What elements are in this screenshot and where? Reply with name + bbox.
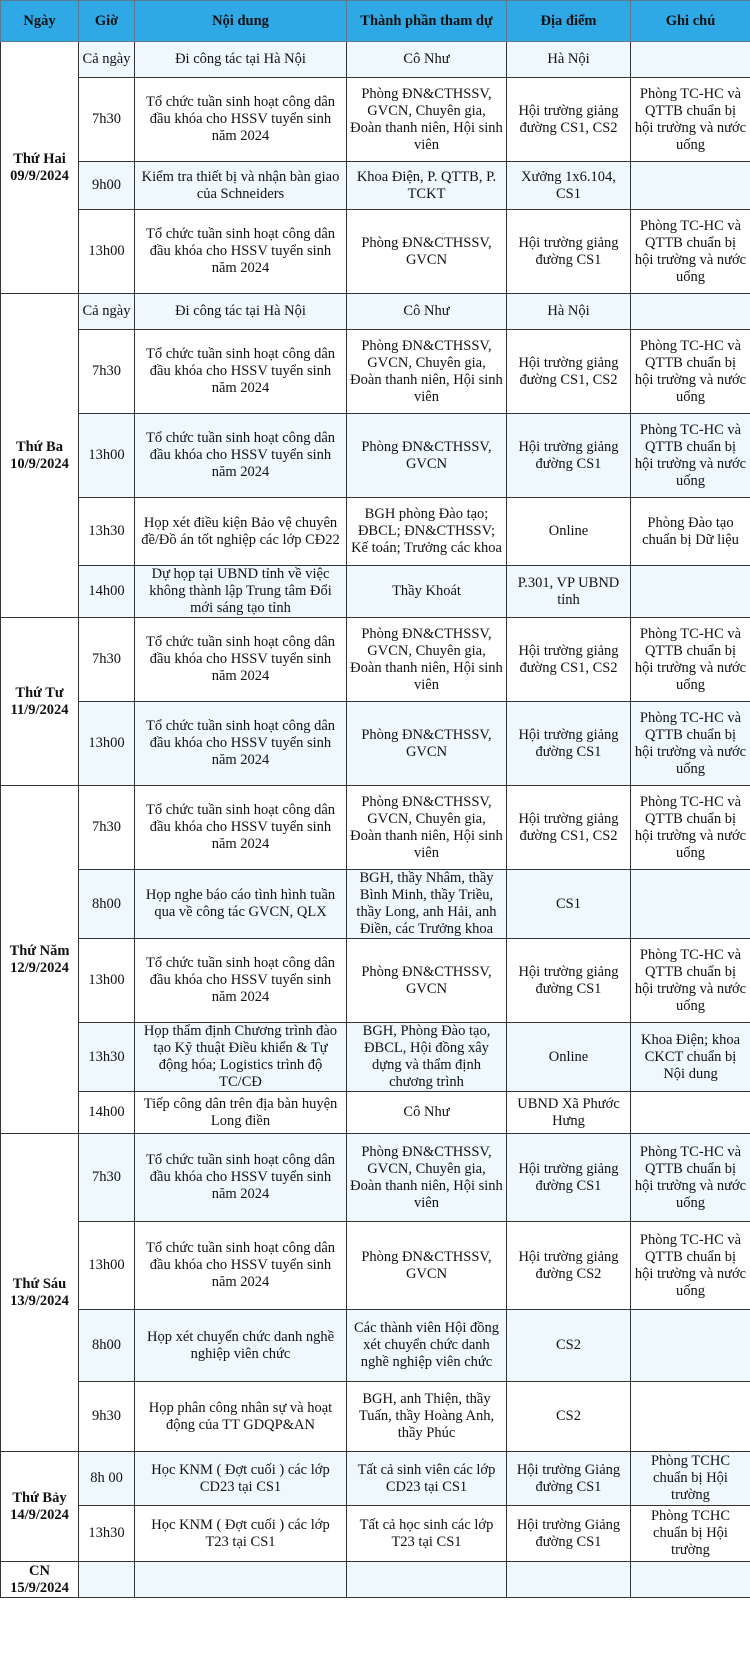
participants-cell: Cô Như (347, 42, 507, 78)
time-cell: Cả ngày (79, 42, 135, 78)
participants-cell: Phòng ĐN&CTHSSV, GVCN, Chuyên gia, Đoàn thanh niên, Hội sinh viên (347, 78, 507, 162)
day-cell: Thứ Tư 11/9/2024 (1, 618, 79, 786)
note-cell: Phòng TC-HC và QTTB chuẩn bị hội trường và nước uống (631, 414, 750, 498)
table-row (1, 870, 750, 939)
participants-cell: Tất cả học sinh các lớp T23 tại CS1 (347, 1506, 507, 1562)
note-cell: Phòng TCHC chuẩn bị Hội trường (631, 1506, 750, 1562)
note-cell (631, 1092, 750, 1134)
table-row (1, 294, 750, 330)
table-row (1, 566, 750, 618)
note-cell (631, 42, 750, 78)
time-cell: 14h00 (79, 1092, 135, 1134)
participants-cell: BGH phòng Đào tạo; ĐBCL; ĐN&CTHSSV; Kế toán; Trưởng các khoa (347, 498, 507, 566)
content-cell: Đi công tác tại Hà Nội (135, 294, 347, 330)
header-note: Ghi chú (631, 1, 750, 42)
day-cell: CN 15/9/2024 (1, 1562, 79, 1598)
note-cell: Phòng TC-HC và QTTB chuẩn bị hội trường và nước uống (631, 1222, 750, 1310)
participants-cell: Thầy Khoát (347, 566, 507, 618)
participants-cell: Phòng ĐN&CTHSSV, GVCN (347, 1222, 507, 1310)
content-cell: Kiểm tra thiết bị và nhận bàn giao của Schneiders (135, 162, 347, 210)
location-cell: P.301, VP UBND tỉnh (507, 566, 631, 618)
note-cell (631, 1382, 750, 1452)
table-row (1, 42, 750, 78)
location-cell: CS2 (507, 1310, 631, 1382)
participants-cell: Khoa Điện, P. QTTB, P. TCKT (347, 162, 507, 210)
content-cell: Họp thẩm định Chương trình đào tạo Kỹ thuật Điều khiển & Tự động hóa; Logistics trình độ TC/CĐ (135, 1023, 347, 1092)
table-row (1, 1562, 750, 1598)
time-cell: Cả ngày (79, 294, 135, 330)
header-participants: Thành phần tham dự (347, 1, 507, 42)
content-cell: Tổ chức tuần sinh hoạt công dân đầu khóa cho HSSV tuyển sinh năm 2024 (135, 702, 347, 786)
participants-cell: BGH, anh Thiện, thầy Tuấn, thầy Hoàng Anh, thầy Phúc (347, 1382, 507, 1452)
location-cell: Online (507, 1023, 631, 1092)
location-cell: Hội trường giảng đường CS1, CS2 (507, 618, 631, 702)
participants-cell: Các thành viên Hội đồng xét chuyển chức danh nghề nghiệp viên chức (347, 1310, 507, 1382)
location-cell: Hội trường giảng đường CS1, CS2 (507, 330, 631, 414)
content-cell (135, 1562, 347, 1598)
time-cell: 7h30 (79, 1134, 135, 1222)
day-cell: Thứ Sáu 13/9/2024 (1, 1134, 79, 1452)
content-cell: Tiếp công dân trên địa bàn huyện Long điền (135, 1092, 347, 1134)
participants-cell: Phòng ĐN&CTHSSV, GVCN, Chuyên gia, Đoàn thanh niên, Hội sinh viên (347, 786, 507, 870)
day-cell: Thứ Bảy 14/9/2024 (1, 1452, 79, 1562)
location-cell: Hội trường giảng đường CS1 (507, 702, 631, 786)
day-cell: Thứ Năm 12/9/2024 (1, 786, 79, 1134)
content-cell: Họp xét điều kiện Bảo vệ chuyên đề/Đồ án tốt nghiệp các lớp CĐ22 (135, 498, 347, 566)
header-location: Địa điểm (507, 1, 631, 42)
table-row (1, 1092, 750, 1134)
time-cell: 13h30 (79, 498, 135, 566)
table-row (1, 210, 750, 294)
table-row (1, 939, 750, 1023)
content-cell: Họp phân công nhân sự và hoạt động của TT GDQP&AN (135, 1382, 347, 1452)
header-day: Ngày (1, 1, 79, 42)
participants-cell (347, 1562, 507, 1598)
participants-cell: Phòng ĐN&CTHSSV, GVCN (347, 702, 507, 786)
content-cell: Tổ chức tuần sinh hoạt công dân đầu khóa cho HSSV tuyển sinh năm 2024 (135, 1134, 347, 1222)
note-cell: Phòng TC-HC và QTTB chuẩn bị hội trường và nước uống (631, 78, 750, 162)
table-row (1, 1222, 750, 1310)
note-cell: Phòng TC-HC và QTTB chuẩn bị hội trường và nước uống (631, 210, 750, 294)
time-cell: 9h30 (79, 1382, 135, 1452)
table-row (1, 1382, 750, 1452)
table-row (1, 1506, 750, 1562)
note-cell (631, 566, 750, 618)
location-cell: Hội trường giảng đường CS1 (507, 210, 631, 294)
location-cell: CS2 (507, 1382, 631, 1452)
note-cell (631, 162, 750, 210)
table-row (1, 618, 750, 702)
time-cell: 14h00 (79, 566, 135, 618)
location-cell: Hội trường giảng đường CS1, CS2 (507, 78, 631, 162)
time-cell (79, 1562, 135, 1598)
day-cell: Thứ Hai 09/9/2024 (1, 42, 79, 294)
content-cell: Họp xét chuyển chức danh nghề nghiệp viên chức (135, 1310, 347, 1382)
note-cell: Phòng TC-HC và QTTB chuẩn bị hội trường và nước uống (631, 1134, 750, 1222)
location-cell: UBND Xã Phước Hưng (507, 1092, 631, 1134)
content-cell: Học KNM ( Đợt cuối ) các lớp CD23 tại CS1 (135, 1452, 347, 1506)
content-cell: Dự họp tại UBND tỉnh về việc không thành lập Trung tâm Đổi mới sáng tạo tỉnh (135, 566, 347, 618)
location-cell: CS1 (507, 870, 631, 939)
note-cell: Phòng Đào tạo chuẩn bị Dữ liệu (631, 498, 750, 566)
table-row (1, 702, 750, 786)
content-cell: Tổ chức tuần sinh hoạt công dân đầu khóa cho HSSV tuyển sinh năm 2024 (135, 210, 347, 294)
content-cell: Tổ chức tuần sinh hoạt công dân đầu khóa cho HSSV tuyển sinh năm 2024 (135, 939, 347, 1023)
time-cell: 7h30 (79, 618, 135, 702)
time-cell: 8h00 (79, 870, 135, 939)
time-cell: 13h00 (79, 702, 135, 786)
time-cell: 13h00 (79, 1222, 135, 1310)
time-cell: 7h30 (79, 786, 135, 870)
header-row (1, 1, 750, 42)
time-cell: 13h00 (79, 210, 135, 294)
schedule-body (1, 42, 750, 1598)
time-cell: 8h 00 (79, 1452, 135, 1506)
note-cell: Khoa Điện; khoa CKCT chuẩn bị Nội dung (631, 1023, 750, 1092)
table-row (1, 162, 750, 210)
table-row (1, 498, 750, 566)
note-cell (631, 1310, 750, 1382)
note-cell (631, 870, 750, 939)
time-cell: 7h30 (79, 330, 135, 414)
content-cell: Họp nghe báo cáo tình hình tuần qua về công tác GVCN, QLX (135, 870, 347, 939)
participants-cell: Cô Như (347, 1092, 507, 1134)
location-cell: Hội trường Giảng đường CS1 (507, 1452, 631, 1506)
note-cell: Phòng TC-HC và QTTB chuẩn bị hội trường và nước uống (631, 618, 750, 702)
content-cell: Tổ chức tuần sinh hoạt công dân đầu khóa cho HSSV tuyển sinh năm 2024 (135, 618, 347, 702)
location-cell: Hà Nội (507, 294, 631, 330)
content-cell: Tổ chức tuần sinh hoạt công dân đầu khóa cho HSSV tuyển sinh năm 2024 (135, 414, 347, 498)
table-row (1, 330, 750, 414)
participants-cell: Phòng ĐN&CTHSSV, GVCN, Chuyên gia, Đoàn thanh niên, Hội sinh viên (347, 618, 507, 702)
location-cell: Hà Nội (507, 42, 631, 78)
participants-cell: Phòng ĐN&CTHSSV, GVCN (347, 210, 507, 294)
participants-cell: Phòng ĐN&CTHSSV, GVCN, Chuyên gia, Đoàn thanh niên, Hội sinh viên (347, 1134, 507, 1222)
location-cell: Online (507, 498, 631, 566)
participants-cell: Cô Như (347, 294, 507, 330)
header-content: Nội dung (135, 1, 347, 42)
content-cell: Tổ chức tuần sinh hoạt công dân đầu khóa cho HSSV tuyển sinh năm 2024 (135, 330, 347, 414)
time-cell: 9h00 (79, 162, 135, 210)
content-cell: Đi công tác tại Hà Nội (135, 42, 347, 78)
time-cell: 13h00 (79, 939, 135, 1023)
note-cell: Phòng TC-HC và QTTB chuẩn bị hội trường và nước uống (631, 939, 750, 1023)
day-cell: Thứ Ba 10/9/2024 (1, 294, 79, 618)
header-time: Giờ (79, 1, 135, 42)
table-row (1, 1310, 750, 1382)
note-cell: Phòng TCHC chuẩn bị Hội trường (631, 1452, 750, 1506)
participants-cell: BGH, thầy Nhâm, thầy Bình Minh, thầy Triều, thầy Long, anh Hải, anh Điền, các Trưởng khoa (347, 870, 507, 939)
participants-cell: Phòng ĐN&CTHSSV, GVCN, Chuyên gia, Đoàn thanh niên, Hội sinh viên (347, 330, 507, 414)
content-cell: Học KNM ( Đợt cuối ) các lớp T23 tại CS1 (135, 1506, 347, 1562)
location-cell: Hội trường giảng đường CS1 (507, 414, 631, 498)
participants-cell: Phòng ĐN&CTHSSV, GVCN (347, 939, 507, 1023)
location-cell: Hội trường giảng đường CS2 (507, 1222, 631, 1310)
time-cell: 13h30 (79, 1023, 135, 1092)
table-row (1, 1134, 750, 1222)
location-cell (507, 1562, 631, 1598)
table-row (1, 414, 750, 498)
location-cell: Hội trường giảng đường CS1 (507, 939, 631, 1023)
location-cell: Hội trường giảng đường CS1 (507, 1134, 631, 1222)
time-cell: 8h00 (79, 1310, 135, 1382)
note-cell: Phòng TC-HC và QTTB chuẩn bị hội trường và nước uống (631, 786, 750, 870)
content-cell: Tổ chức tuần sinh hoạt công dân đầu khóa cho HSSV tuyển sinh năm 2024 (135, 78, 347, 162)
table-row (1, 78, 750, 162)
note-cell (631, 1562, 750, 1598)
participants-cell: BGH, Phòng Đào tạo, ĐBCL, Hội đồng xây dựng và thẩm định chương trình (347, 1023, 507, 1092)
participants-cell: Tất cả sinh viên các lớp CD23 tại CS1 (347, 1452, 507, 1506)
participants-cell: Phòng ĐN&CTHSSV, GVCN (347, 414, 507, 498)
table-row (1, 1452, 750, 1506)
table-row (1, 786, 750, 870)
time-cell: 13h00 (79, 414, 135, 498)
note-cell (631, 294, 750, 330)
location-cell: Xưởng 1x6.104, CS1 (507, 162, 631, 210)
content-cell: Tổ chức tuần sinh hoạt công dân đầu khóa cho HSSV tuyển sinh năm 2024 (135, 1222, 347, 1310)
note-cell: Phòng TC-HC và QTTB chuẩn bị hội trường và nước uống (631, 702, 750, 786)
location-cell: Hội trường Giảng đường CS1 (507, 1506, 631, 1562)
time-cell: 13h30 (79, 1506, 135, 1562)
time-cell: 7h30 (79, 78, 135, 162)
location-cell: Hội trường giảng đường CS1, CS2 (507, 786, 631, 870)
note-cell: Phòng TC-HC và QTTB chuẩn bị hội trường và nước uống (631, 330, 750, 414)
content-cell: Tổ chức tuần sinh hoạt công dân đầu khóa cho HSSV tuyển sinh năm 2024 (135, 786, 347, 870)
table-row (1, 1023, 750, 1092)
